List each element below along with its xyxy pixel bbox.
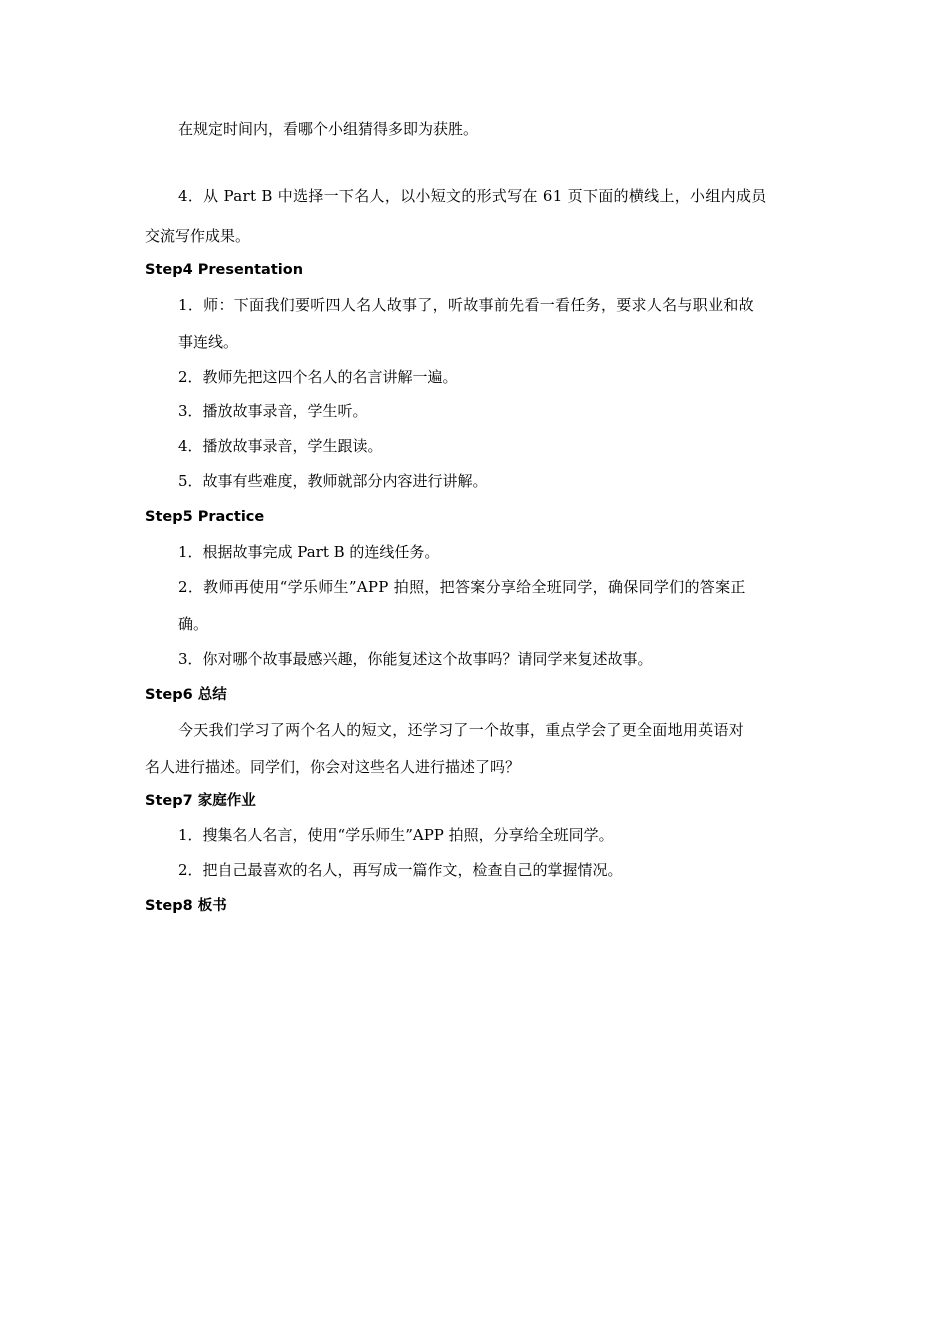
section-heading-step5: Step5 Practice bbox=[145, 509, 265, 525]
list-item: 2．把自己最喜欢的名人，再写成一篇作文，检查自己的掌握情况。 bbox=[178, 861, 623, 879]
section-heading-step7: Step7 家庭作业 bbox=[145, 793, 256, 809]
list-item: 1．根据故事完成 Part B 的连线任务。 bbox=[178, 543, 440, 561]
list-item: 4．播放故事录音，学生跟读。 bbox=[178, 437, 383, 455]
section-heading-step8: Step8 板书 bbox=[145, 898, 227, 914]
paragraph-line: 交流写作成果。 bbox=[145, 227, 251, 245]
paragraph-line: 名人进行描述。同学们，你会对这些名人进行描述了吗？ bbox=[145, 758, 521, 776]
list-item: 1．师：下面我们要听四人名人故事了，听故事前先看一看任务，要求人名与职业和故 bbox=[178, 296, 754, 314]
section-heading-step6: Step6 总结 bbox=[145, 687, 227, 703]
list-item: 3．播放故事录音，学生听。 bbox=[178, 402, 368, 420]
list-item: 2．教师先把这四个名人的名言讲解一遍。 bbox=[178, 368, 458, 386]
list-item: 1．搜集名人名言，使用“学乐师生”APP 拍照，分享给全班同学。 bbox=[178, 826, 614, 844]
paragraph-line: 在规定时间内，看哪个小组猜得多即为获胜。 bbox=[178, 120, 479, 138]
section-heading-step4: Step4 Presentation bbox=[145, 262, 304, 278]
paragraph-line: 4．从 Part B 中选择一下名人，以小短文的形式写在 61 页下面的横线上，小组内成员 bbox=[178, 187, 767, 205]
list-item: 2．教师再使用“学乐师生”APP 拍照，把答案分享给全班同学，确保同学们的答案正 bbox=[178, 578, 746, 596]
list-item-continuation: 事连线。 bbox=[178, 333, 239, 351]
paragraph-line: 今天我们学习了两个名人的短文，还学习了一个故事，重点学会了更全面地用英语对 bbox=[178, 721, 745, 739]
list-item: 5．故事有些难度，教师就部分内容进行讲解。 bbox=[178, 472, 488, 490]
list-item: 3．你对哪个故事最感兴趣，你能复述这个故事吗？请同学来复述故事。 bbox=[178, 650, 653, 668]
list-item-continuation: 确。 bbox=[178, 615, 209, 633]
